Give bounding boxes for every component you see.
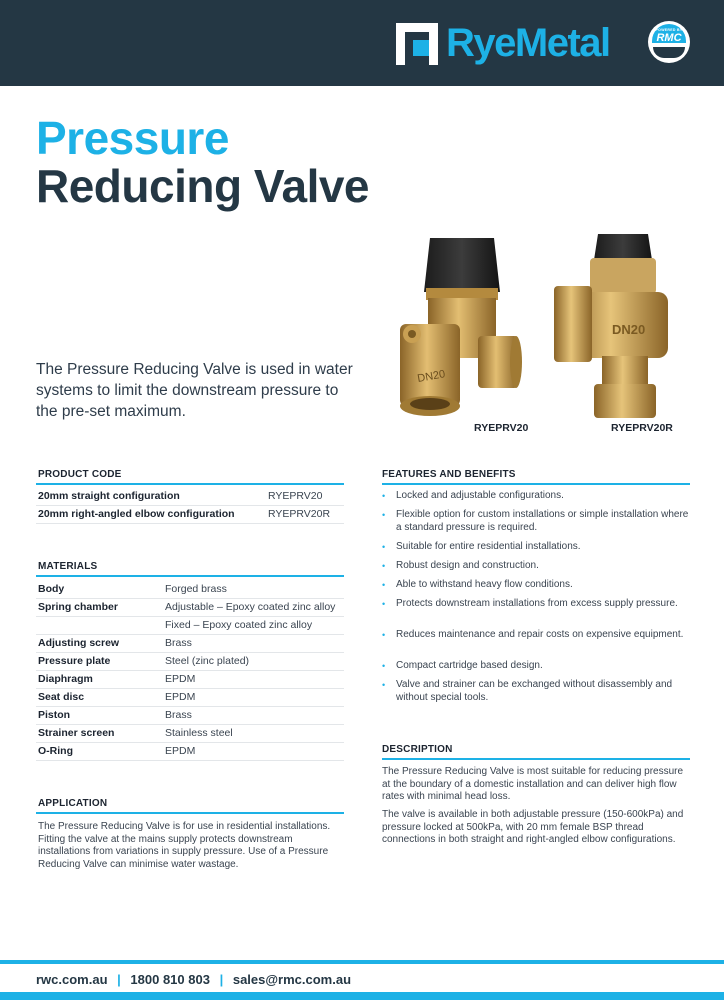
materials-divider bbox=[36, 575, 344, 577]
elbow-valve-image bbox=[550, 232, 670, 422]
ryemetal-logo-icon bbox=[396, 23, 438, 65]
bullet-icon: • bbox=[382, 580, 386, 590]
table-row bbox=[36, 635, 344, 653]
material-value: EPDM bbox=[165, 691, 196, 703]
bullet-icon: • bbox=[382, 630, 386, 640]
table-row bbox=[36, 581, 344, 599]
table-row bbox=[36, 743, 344, 761]
valve-size-label: DN20 bbox=[416, 368, 447, 385]
material-label: Pressure plate bbox=[38, 655, 111, 667]
feature-text: Flexible option for custom installations or simple installation where a standard pressure is required. bbox=[396, 509, 689, 533]
feature-text: Protects downstream installations from excess supply pressure. bbox=[396, 598, 678, 609]
material-label: Strainer screen bbox=[38, 727, 115, 739]
footer-phone-link[interactable]: 1800 810 803 bbox=[130, 972, 210, 987]
features-heading: FEATURES AND BENEFITS bbox=[382, 469, 516, 480]
elbow-valve-size-label: DN20 bbox=[612, 322, 646, 337]
intro-text: The Pressure Reducing Valve is used in water systems to limit the downstream pressure to the pre-set maximum. bbox=[36, 361, 353, 420]
product-code-value: RYEPRV20 bbox=[268, 490, 323, 502]
description-paragraph-2: The valve is available in both adjustable pressure (150-600kPa) and pressure locked at 500kPa, with 20 mm female BSP thread connections in both straight and right-angled elbow configurations. bbox=[382, 809, 684, 845]
image-caption-straight: RYEPRV20 bbox=[474, 422, 529, 434]
feature-text: Locked and adjustable configurations. bbox=[396, 490, 564, 501]
material-label: Diaphragm bbox=[38, 673, 93, 685]
feature-text: Suitable for entire residential installations. bbox=[396, 541, 581, 552]
material-value: Forged brass bbox=[165, 583, 227, 595]
description-paragraph-1: The Pressure Reducing Valve is most suitable for reducing pressure at the boundary of a domestic installation and can deliver high flow rates with minimal head loss. bbox=[382, 766, 684, 802]
feature-text: Able to withstand heavy flow conditions. bbox=[396, 579, 573, 590]
material-value: EPDM bbox=[165, 673, 196, 685]
feature-text: Reduces maintenance and repair costs on expensive equipment. bbox=[396, 629, 684, 640]
footer-website-link[interactable]: rwc.com.au bbox=[36, 972, 108, 987]
bullet-icon: • bbox=[382, 561, 386, 571]
brand-name: RyeMetal bbox=[446, 21, 610, 65]
product-code-label: 20mm straight configuration bbox=[38, 490, 180, 502]
feature-text: Robust design and construction. bbox=[396, 560, 539, 571]
bullet-icon: • bbox=[382, 510, 386, 520]
product-code-label: 20mm right-angled elbow configuration bbox=[38, 508, 235, 520]
material-value: Steel (zinc plated) bbox=[165, 655, 250, 667]
material-label: O-Ring bbox=[38, 745, 73, 757]
badge-small-text: POWERED BY bbox=[655, 28, 683, 32]
table-row bbox=[36, 725, 344, 743]
feature-text: Valve and strainer can be exchanged without disassembly and without special tools. bbox=[396, 679, 673, 703]
table-row bbox=[36, 506, 344, 524]
material-label: Piston bbox=[38, 709, 71, 721]
bullet-icon: • bbox=[382, 542, 386, 552]
description-divider bbox=[382, 758, 690, 760]
image-caption-elbow: RYEPRV20R bbox=[611, 422, 673, 434]
bullet-icon: • bbox=[382, 491, 386, 501]
badge-big-text: RMC bbox=[656, 32, 682, 44]
material-label: Seat disc bbox=[38, 691, 85, 703]
features-divider bbox=[382, 483, 690, 485]
page-header bbox=[0, 0, 724, 86]
material-value: EPDM bbox=[165, 745, 196, 757]
table-row bbox=[36, 617, 344, 635]
bullet-icon: • bbox=[382, 661, 386, 671]
table-row bbox=[36, 599, 344, 617]
footer-separator: | bbox=[117, 972, 121, 987]
table-row bbox=[36, 488, 344, 506]
bullet-icon: • bbox=[382, 680, 386, 690]
material-value: Fixed – Epoxy coated zinc alloy bbox=[165, 619, 313, 631]
material-label: Body bbox=[38, 583, 65, 595]
table-row bbox=[36, 707, 344, 725]
application-text: The Pressure Reducing Valve is for use in residential installations. Fitting the valve at the mains supply protects downstream installations from variations in supply pressure. Use of a Pressure Reducing Valve can minimise water wastage. bbox=[38, 821, 331, 870]
materials-heading: MATERIALS bbox=[38, 561, 98, 572]
straight-valve-image bbox=[392, 232, 522, 422]
material-value: Brass bbox=[165, 709, 192, 721]
page-title-line2: Reducing Valve bbox=[36, 160, 370, 212]
table-row bbox=[36, 671, 344, 689]
table-row bbox=[36, 689, 344, 707]
footer-separator: | bbox=[219, 972, 224, 987]
description-heading: DESCRIPTION bbox=[382, 744, 453, 755]
rmc-badge-icon bbox=[648, 21, 690, 63]
material-value: Brass bbox=[165, 637, 192, 649]
material-value: Adjustable – Epoxy coated zinc alloy bbox=[165, 601, 336, 613]
bullet-icon: • bbox=[382, 599, 386, 609]
material-label: Spring chamber bbox=[38, 601, 118, 613]
application-heading: APPLICATION bbox=[38, 798, 108, 809]
table-row bbox=[36, 653, 344, 671]
product-code-heading: PRODUCT CODE bbox=[38, 469, 122, 480]
application-divider bbox=[36, 812, 344, 814]
feature-text: Compact cartridge based design. bbox=[396, 660, 543, 671]
footer-contact bbox=[36, 972, 351, 987]
material-label: Adjusting screw bbox=[38, 637, 120, 649]
product-code-value: RYEPRV20R bbox=[268, 508, 331, 520]
footer-email-link[interactable]: sales@rmc.com.au bbox=[232, 972, 352, 987]
footer-bottom-bar bbox=[0, 992, 724, 1000]
page-title-line1: Pressure bbox=[36, 112, 229, 164]
material-value: Stainless steel bbox=[165, 727, 233, 739]
product-code-divider bbox=[36, 483, 344, 485]
